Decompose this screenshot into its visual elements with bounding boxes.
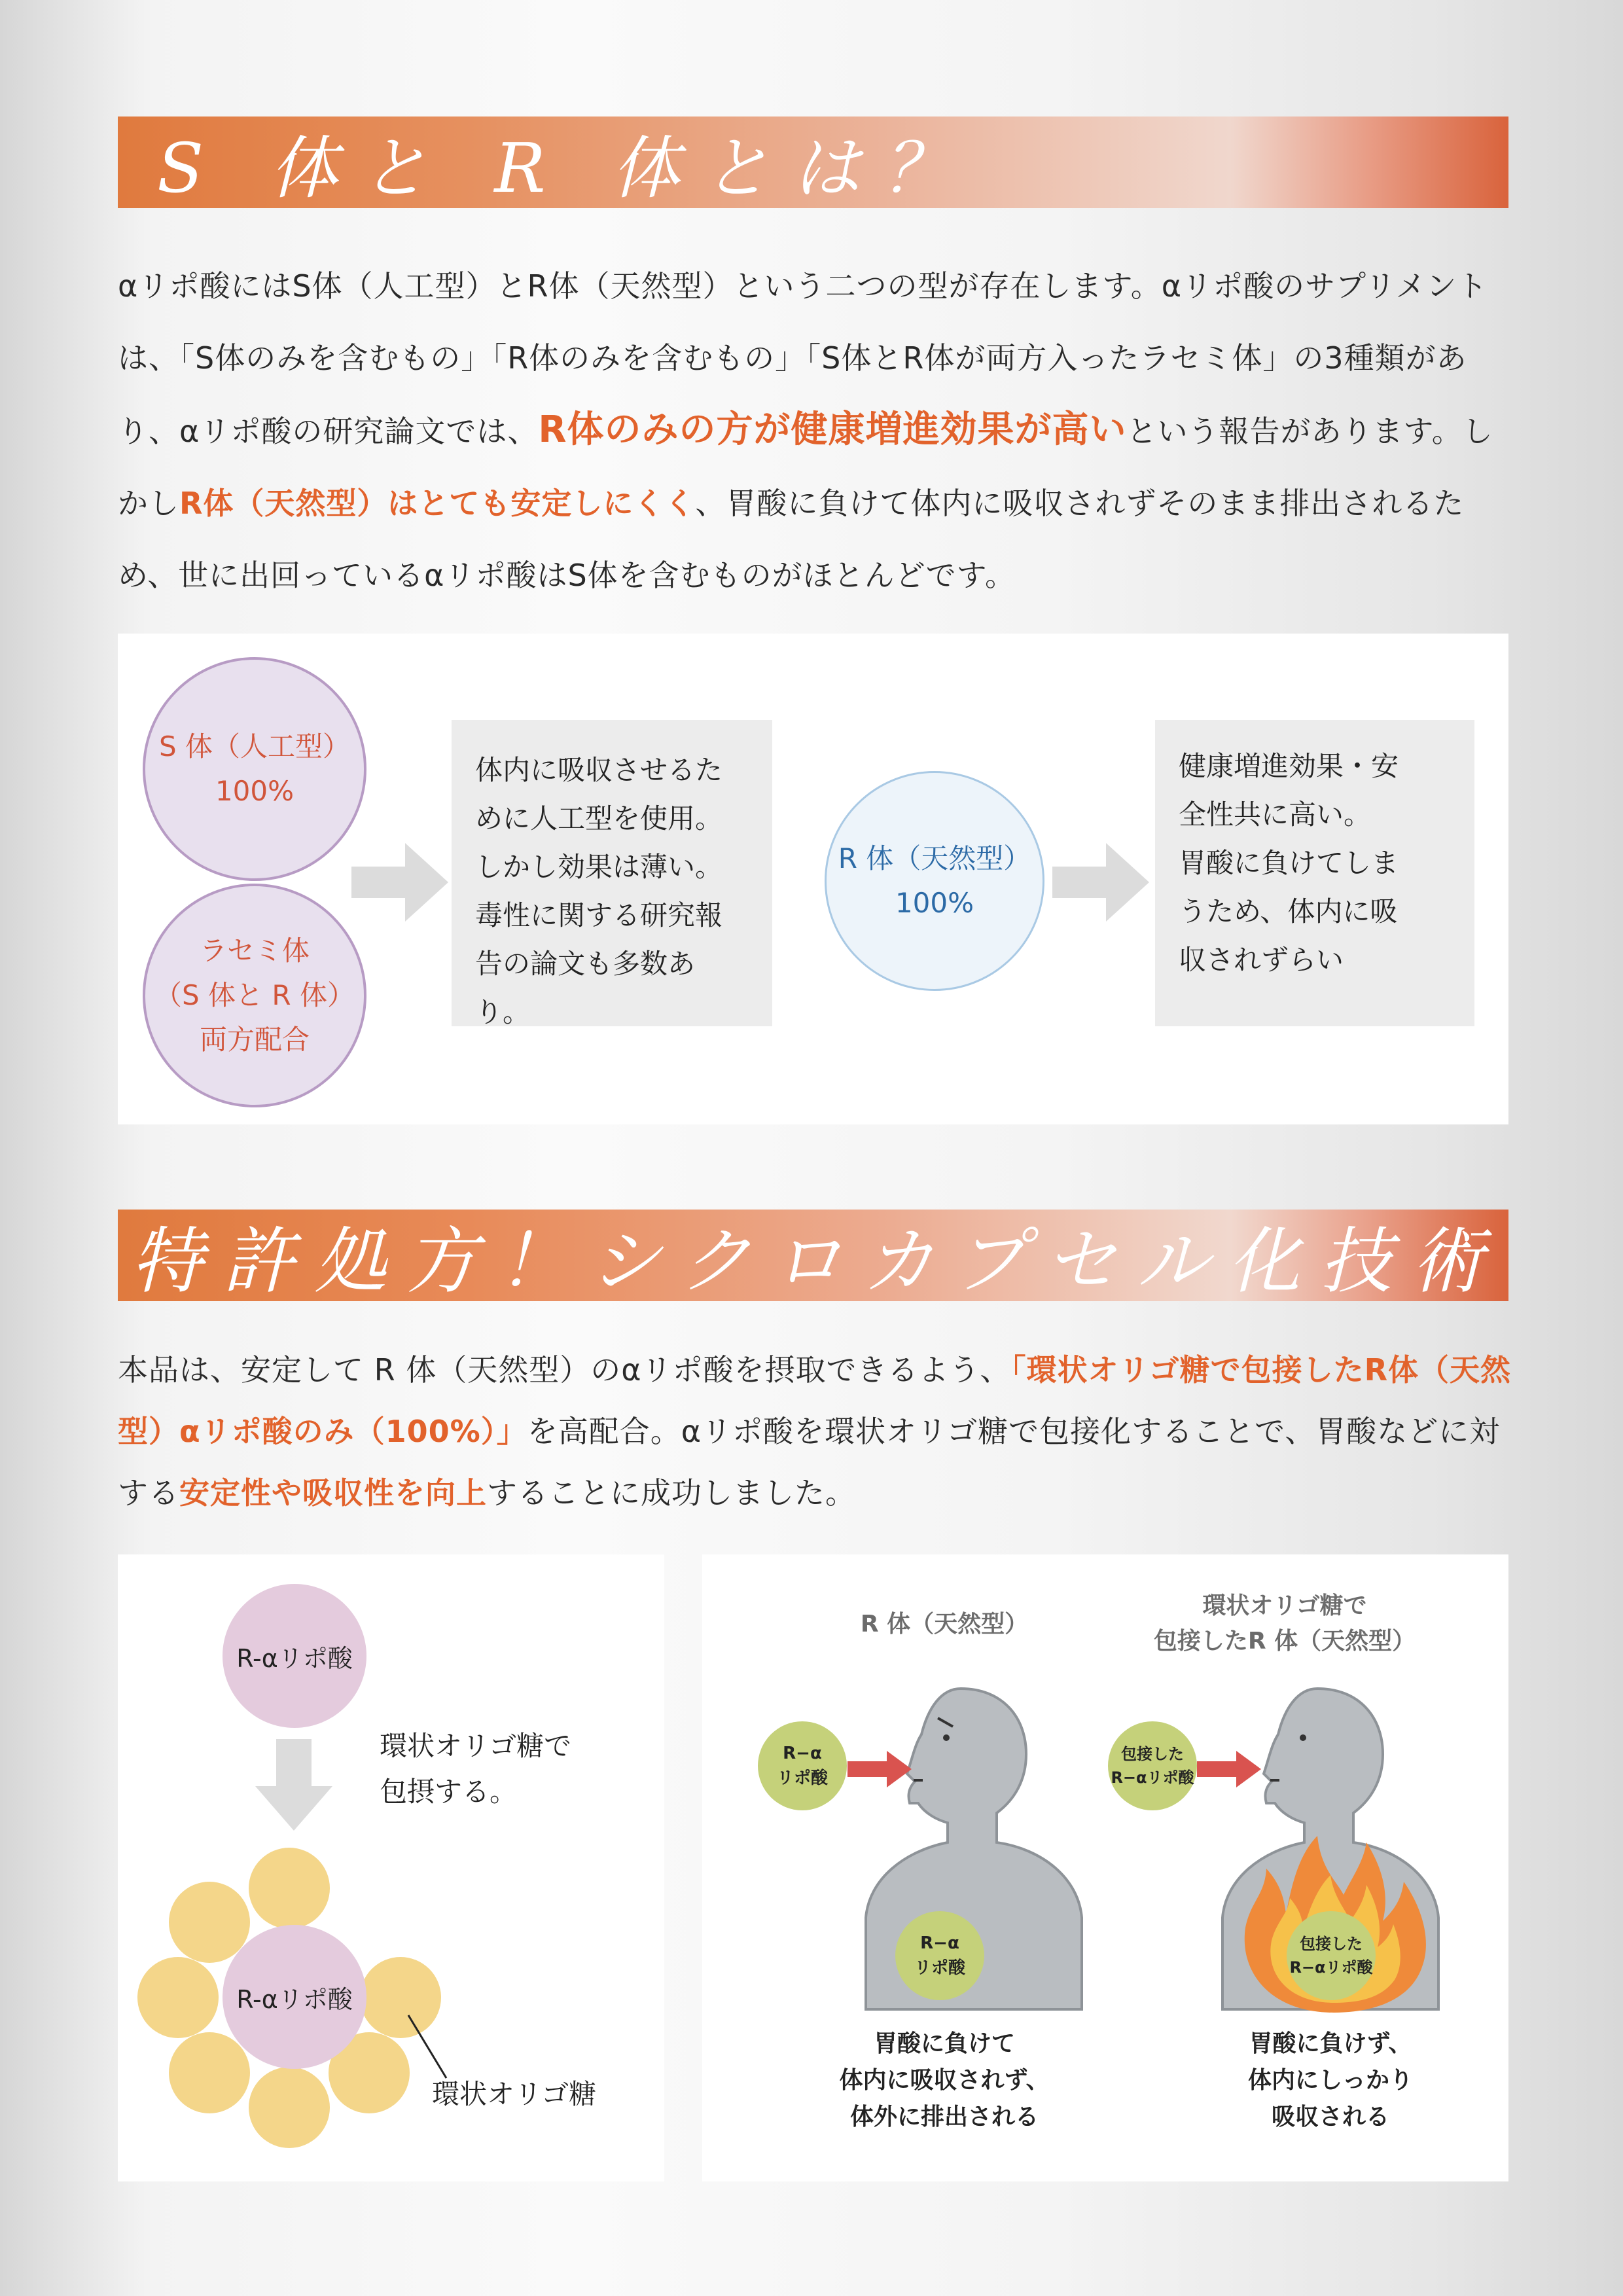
left-body-line-2: リポ酸	[914, 1958, 965, 1978]
section1-text-2: という報告があります。しかし	[118, 414, 1493, 521]
r-box-line-4: うため、体内に吸	[1179, 895, 1398, 927]
s-circle-line-1: S 体（人工型）	[158, 730, 350, 762]
right-title	[1134, 1588, 1435, 1659]
r-alpha-lipoic-circle	[223, 1584, 366, 1728]
left-caption	[800, 2026, 1088, 2136]
center-circle-label: R-αリポ酸	[236, 1984, 353, 2014]
s-box-line-3: しかし効果は薄い。	[475, 851, 723, 883]
section1-paragraph	[118, 250, 1512, 611]
section2-text-1: 本品は、安定して R 体（天然型）のαリポ酸を摂取できるよう、	[118, 1352, 1011, 1388]
s-form-description-box	[452, 720, 772, 1026]
top-circle-label: R-αリポ酸	[236, 1643, 353, 1673]
right-body-line-2: R−αリポ酸	[1289, 1958, 1373, 1977]
r-box-line-3: 胃酸に負けてしま	[1179, 847, 1399, 879]
racemic-line-2: （S 体と R 体）	[154, 979, 355, 1011]
ring-label: 環状オリゴ糖	[432, 2078, 597, 2110]
left-title: R 体（天然型）	[860, 1611, 1029, 1638]
left-caption-line-3: 体外に排出される	[849, 2104, 1039, 2130]
inclusion-panel	[118, 1554, 664, 2181]
step-label-line-2: 包摂する。	[380, 1776, 518, 1808]
r-circle-line-1: R 体（天然型）	[838, 842, 1031, 874]
left-mouth-line-2: リポ酸	[776, 1768, 828, 1788]
r-form-circle	[825, 771, 1044, 991]
right-mouth-line-1: 包接した	[1121, 1745, 1184, 1763]
s-box-line-4: 毒性に関する研究報	[475, 899, 723, 931]
arrow-right-icon	[847, 1751, 913, 1787]
included-r-alpha-lipoic-circle	[223, 1925, 366, 2069]
oligosaccharide-unit	[137, 1957, 219, 2038]
right-caption-line-2: 体内にしっかり	[1247, 2067, 1413, 2094]
left-caption-line-2: 体内に吸収されず、	[839, 2067, 1050, 2094]
section2-title-banner	[118, 1210, 1508, 1301]
right-mouth-lipoic-circle	[1108, 1721, 1197, 1810]
arrow-right-icon	[1052, 843, 1149, 922]
absorption-panel	[702, 1554, 1508, 2181]
r-box-line-2: 全性共に高い。	[1179, 798, 1372, 831]
oligosaccharide-unit	[169, 1882, 250, 1963]
oligosaccharide-unit	[169, 2032, 250, 2113]
arrow-right-icon	[351, 843, 448, 922]
step-label-line-1: 環状オリゴ糖で	[380, 1730, 572, 1762]
section2-text-3: することに成功しました。	[487, 1475, 856, 1511]
oligosaccharide-unit	[249, 2067, 330, 2148]
left-body-lipoic-circle	[895, 1911, 984, 2000]
oligosaccharide-unit	[249, 1848, 330, 1929]
right-body-lipoic-circle	[1287, 1911, 1376, 2000]
s-box-line-5: 告の論文も多数あり。	[475, 948, 696, 1028]
right-caption	[1186, 2026, 1474, 2136]
section1-title: S 体と R 体とは？	[157, 128, 973, 208]
section2-highlight-1: 「環状オリゴ糖で包接したR体（天然型）αリポ酸のみ（100%）」	[118, 1352, 1512, 1449]
inclusion-step-label	[380, 1723, 571, 1815]
right-body-line-1: 包接した	[1300, 1935, 1363, 1953]
right-caption-line-1: 胃酸に負けず、	[1249, 2030, 1412, 2057]
section2-title: 特許処方！シクロカプセル化技術	[131, 1219, 1503, 1303]
left-mouth-lipoic-circle	[758, 1721, 847, 1810]
s-box-line-1: 体内に吸収させるた	[475, 754, 723, 786]
r-circle-line-2: 100%	[895, 887, 974, 919]
left-mouth-line-1: R−α	[783, 1744, 822, 1763]
section1-highlight-1: R体のみの方が健康増進効果が高い	[538, 408, 1127, 451]
right-caption-line-3: 吸収される	[1271, 2104, 1389, 2130]
racemic-line-3: 両方配合	[199, 1024, 310, 1056]
r-box-line-1: 健康増進効果・安	[1179, 750, 1399, 782]
section1-text-1: αリポ酸にはS体（人工型）とR体（天然型）という二つの型が存在します。αリポ酸のサプリメントは、「S体のみを含むもの」「R体のみを含むもの」「S体とR体が両方入ったラセミ体」の3種類があり、αリポ酸の研究論文では、	[118, 268, 1488, 449]
r-box-line-5: 収されずらい	[1179, 944, 1344, 976]
right-title-line-1: 環状オリゴ糖で	[1202, 1592, 1367, 1619]
section1-highlight-2: R体（天然型）はとても安定しにくく	[179, 486, 696, 521]
section2-text-2: を高配合。αリポ酸を環状オリゴ糖で包接化することで、胃酸などに対する	[118, 1414, 1501, 1511]
s-circle-line-2: 100%	[215, 775, 294, 807]
section2-paragraph	[118, 1339, 1512, 1524]
section2-highlight-2: 安定性や吸収性を向上	[179, 1475, 487, 1511]
s-form-circle	[143, 657, 366, 881]
right-title-line-2: 包接したR 体（天然型）	[1153, 1628, 1416, 1655]
comparison-panel	[118, 634, 1508, 1124]
left-caption-line-1: 胃酸に負けて	[873, 2030, 1015, 2057]
arrow-right-icon	[1197, 1751, 1262, 1787]
section1-text-3: 、胃酸に負けて体内に吸収されずそのまま排出されるため、世に出回っているαリポ酸はS体を含むものがほとんどです。	[118, 486, 1465, 593]
arrow-down-icon	[255, 1739, 332, 1831]
left-body-line-1: R−α	[920, 1933, 959, 1953]
racemic-line-1: ラセミ体	[199, 935, 310, 967]
right-mouth-line-2: R−αリポ酸	[1111, 1768, 1194, 1787]
racemic-circle	[143, 884, 366, 1107]
section1-title-banner	[118, 117, 1508, 208]
r-form-description-box	[1155, 720, 1474, 1026]
s-box-line-2: めに人工型を使用。	[475, 802, 723, 834]
